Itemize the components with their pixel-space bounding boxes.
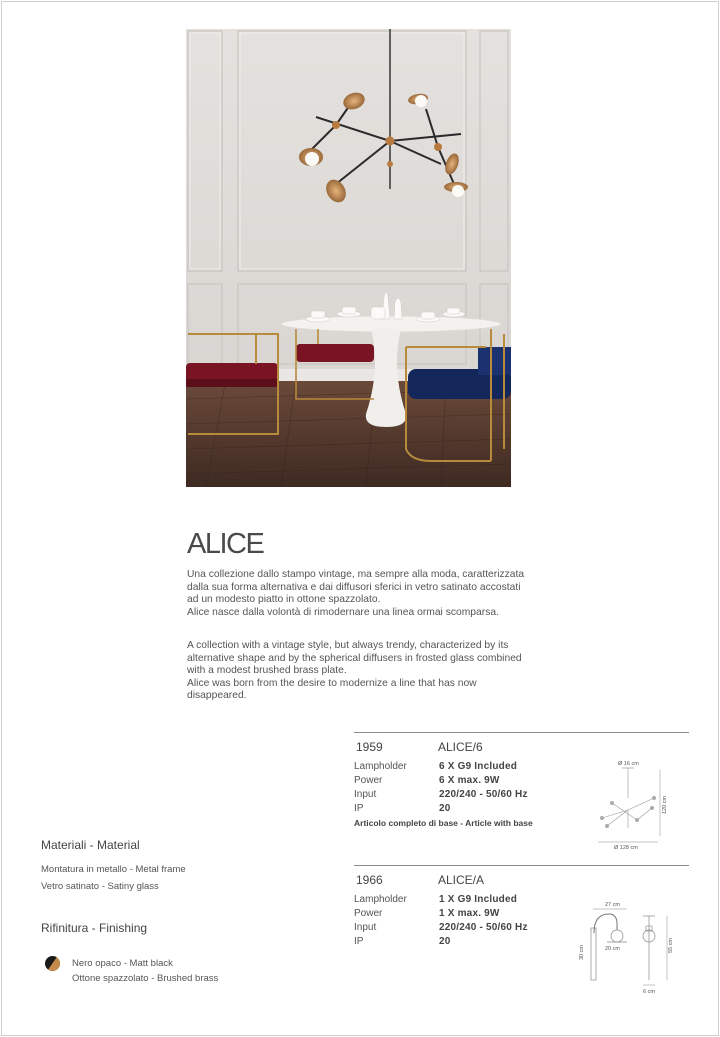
description-english — [187, 640, 527, 703]
dim-inner: 20 cm — [605, 946, 620, 952]
spec-value: 20 — [439, 803, 451, 814]
finish-swatch-icon — [45, 956, 60, 971]
spec-value: 1 X G9 Included — [439, 894, 518, 905]
description-italian — [187, 569, 527, 619]
dim-bottom: Ø 128 cm — [614, 845, 638, 850]
model-name: ALICE/6 — [438, 740, 483, 754]
description-line: with a modest brushed brass plate. — [187, 665, 347, 677]
spec-value: 1 X max. 9W — [439, 908, 500, 919]
brass-swatch-half — [46, 956, 60, 971]
wall-lamp-dimension-drawing — [577, 898, 682, 996]
spec-value: 20 — [439, 936, 451, 947]
spec-header — [354, 733, 689, 755]
description-line: ad un modesto piatto in ottone spazzolato. — [187, 594, 381, 606]
material-item: Montatura in metallo - Metal frame — [41, 864, 186, 875]
dim-total: 55 cm — [668, 938, 674, 953]
spec-value: 220/240 - 50/60 Hz — [439, 789, 528, 800]
spec-note: Articolo completo di base - Article with base — [354, 818, 533, 828]
description-line: dalla sua forma alternativa e dai diffusori sferici in vetro satinato accostati — [187, 581, 521, 593]
spec-value: 220/240 - 50/60 Hz — [439, 922, 528, 933]
spec-label: Input — [354, 922, 377, 933]
description-line: Una collezione dallo stampo vintage, ma sempre alla moda, caratterizzata — [187, 569, 525, 580]
article-code: 1966 — [356, 873, 383, 887]
spec-label: IP — [354, 803, 364, 814]
chandelier-dimension-drawing — [592, 758, 677, 850]
model-name: ALICE/A — [438, 873, 485, 887]
dim-width: 27 cm — [605, 902, 620, 908]
materials-title: Materiali - Material — [41, 838, 140, 852]
finish-item: Nero opaco - Matt black — [72, 958, 173, 969]
spec-value: 6 X max. 9W — [439, 775, 500, 786]
spec-value: 6 X G9 Included — [439, 761, 518, 772]
spec-label: Power — [354, 908, 383, 919]
dim-height: 30 cm — [579, 945, 585, 960]
spec-label: Lampholder — [354, 894, 407, 905]
spec-label: Power — [354, 775, 383, 786]
spec-label: Lampholder — [354, 761, 407, 772]
spec-label: IP — [354, 936, 364, 947]
finish-item: Ottone spazzolato - Brushed brass — [72, 973, 219, 984]
spec-header — [354, 866, 689, 888]
finishing-title: Rifinitura - Finishing — [41, 921, 148, 935]
dim-side: 120 cm — [662, 795, 668, 814]
description-line: A collection with a vintage style, but always trendy, characterized by its — [187, 640, 509, 651]
dim-base: 6 cm — [643, 989, 655, 995]
description-line: Alice nasce dalla volontà di rimodernare una linea ormai scomparsa. — [187, 606, 499, 618]
description-line: alternative shape and by the spherical diffusers in frosted glass combined — [187, 652, 522, 664]
material-item: Vetro satinato - Satiny glass — [41, 881, 159, 892]
description-line: Alice was born from the desire to modernize a line that has now — [187, 677, 477, 689]
product-title: ALICE — [187, 528, 264, 560]
description-line: disappeared. — [187, 690, 247, 702]
dim-top: Ø 16 cm — [618, 761, 639, 767]
spec-label: Input — [354, 789, 377, 800]
article-code: 1959 — [356, 740, 383, 754]
product-photo — [186, 29, 511, 487]
